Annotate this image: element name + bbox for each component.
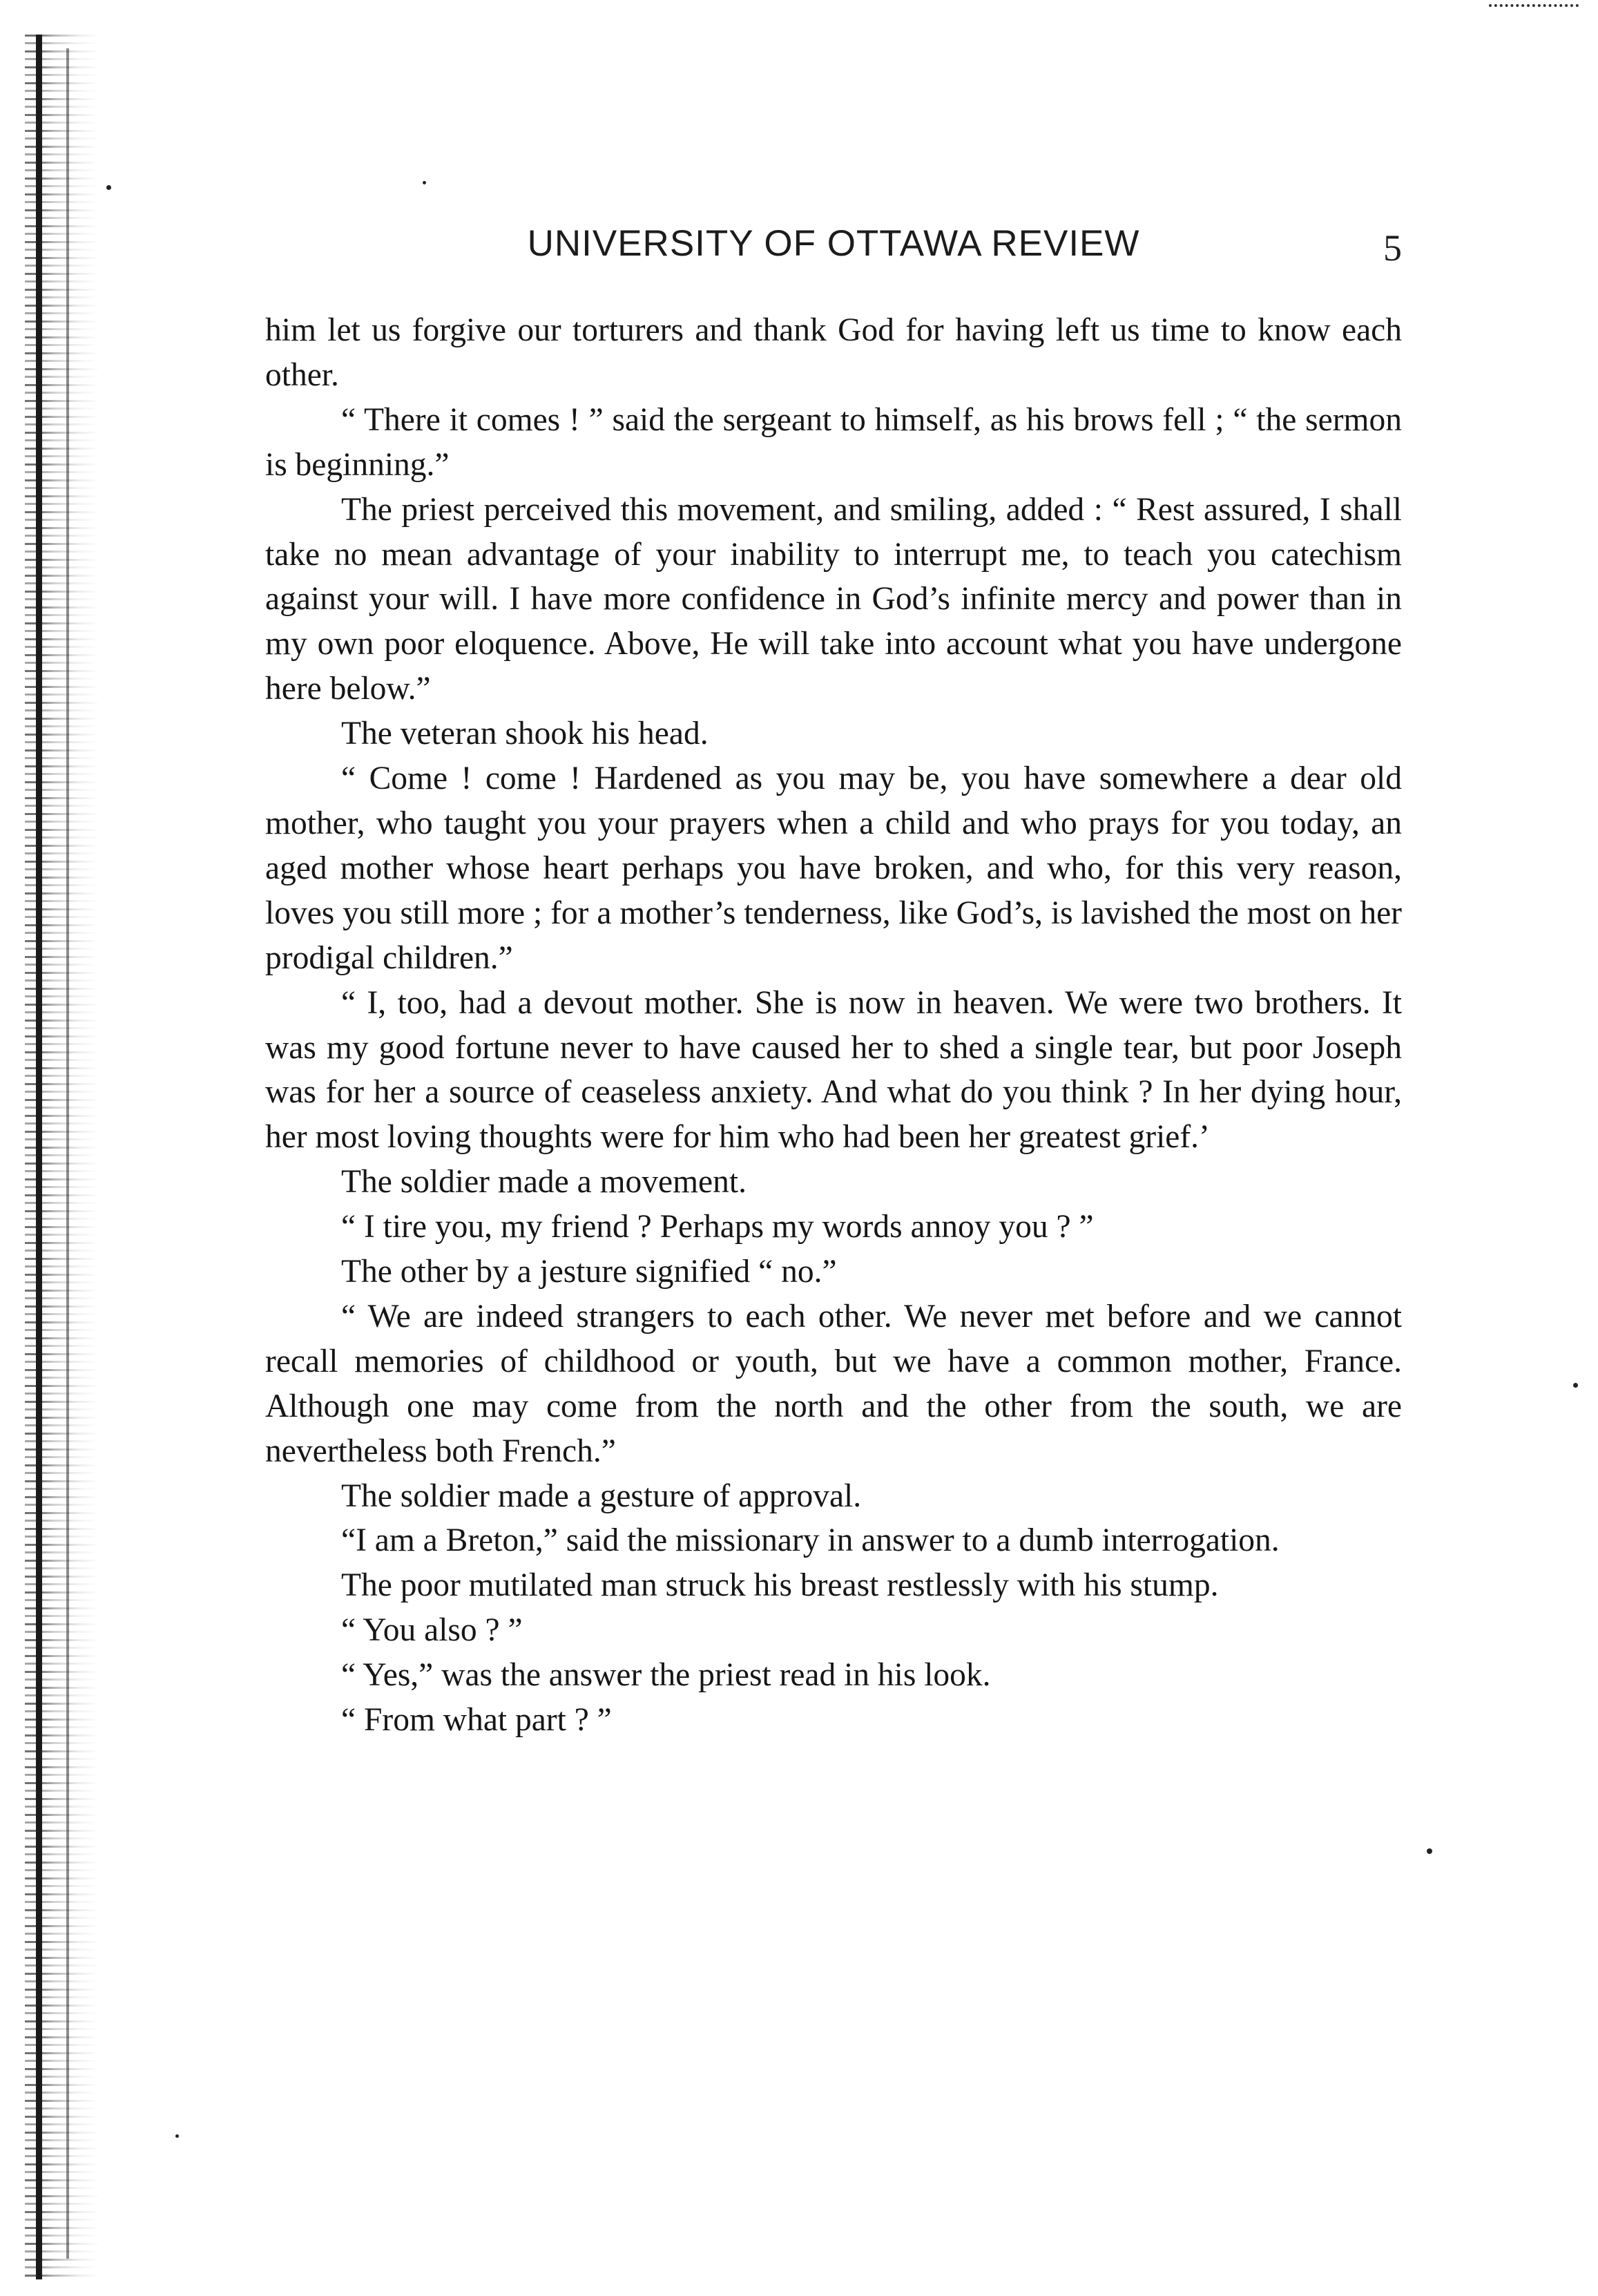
body-text — [265, 308, 1402, 1743]
paragraph: The soldier made a movement. — [341, 1164, 747, 1200]
running-title: UNIVERSITY OF OTTAWA REVIEW — [527, 223, 1140, 264]
paragraph: “ I, too, had a devout mother. She is now in heaven. We were two brothers. It was my good fortune never to have caused her to shed a single tear, but poor Joseph was for her a source of ceaseless anxiety. And what do you think ? In her dying hour, her most loving thoughts were for him who had been her greatest grief.’ — [265, 984, 1402, 1156]
paragraph: The veteran shook his head. — [341, 716, 709, 752]
binding-rule — [36, 35, 42, 2279]
page-header — [265, 222, 1402, 278]
paragraph: “ There it comes ! ” said the sergeant to himself, as his brows fell ; “ the sermon is beginning.” — [265, 401, 1402, 483]
paragraph: “ We are indeed strangers to each other. We never met before and we cannot recall memories of childhood or youth, but we have a common mother, France. Although one may come from the north and the other from the south, we are nevertheless both French.” — [265, 1298, 1402, 1469]
page-number: 5 — [1383, 227, 1402, 269]
scan-speck — [1427, 1848, 1432, 1854]
scan-speck — [106, 185, 111, 190]
paragraph: “I am a Breton,” said the missionary in answer to a dumb interrogation. — [341, 1522, 1280, 1559]
scan-corner-mark — [1489, 4, 1579, 10]
scan-speck — [1573, 1383, 1578, 1388]
paragraph: “ Come ! come ! Hardened as you may be, you have somewhere a dear old mother, who taught you your prayers when a child and who prays for you today, an aged mother whose heart perhaps you have broken, and who, for this very reason, loves you still more ; for a mother’s tenderness, like God’s, is lavished the most on her prodigal children.” — [265, 760, 1402, 976]
paragraph: The poor mutilated man struck his breast restlessly with his stump. — [341, 1567, 1219, 1604]
scan-speck — [423, 181, 426, 184]
paragraph: “ I tire you, my friend ? Perhaps my words annoy you ? ” — [341, 1209, 1094, 1245]
paragraph: him let us forgive our torturers and thank God for having left us time to know each other. — [265, 312, 1402, 393]
paragraph: “ From what part ? ” — [341, 1702, 612, 1739]
paragraph: The other by a jesture signified “ no.” — [341, 1254, 837, 1290]
paragraph: The priest perceived this movement, and smiling, added : “ Rest assured, I shall take no mean advantage of your inability to interrupt me, to teach you catechism against your will. I have more confidence in God’s infinite mercy and power than in my own poor eloquence. Above, He will take into account what you have undergone here below.” — [265, 491, 1402, 707]
paragraph: “ You also ? ” — [341, 1612, 523, 1649]
paragraph: The soldier made a gesture of approval. — [341, 1477, 862, 1514]
paragraph: “ Yes,” was the answer the priest read in his look. — [341, 1657, 991, 1694]
scan-speck — [175, 2134, 179, 2138]
binding-rule — [66, 48, 69, 2259]
